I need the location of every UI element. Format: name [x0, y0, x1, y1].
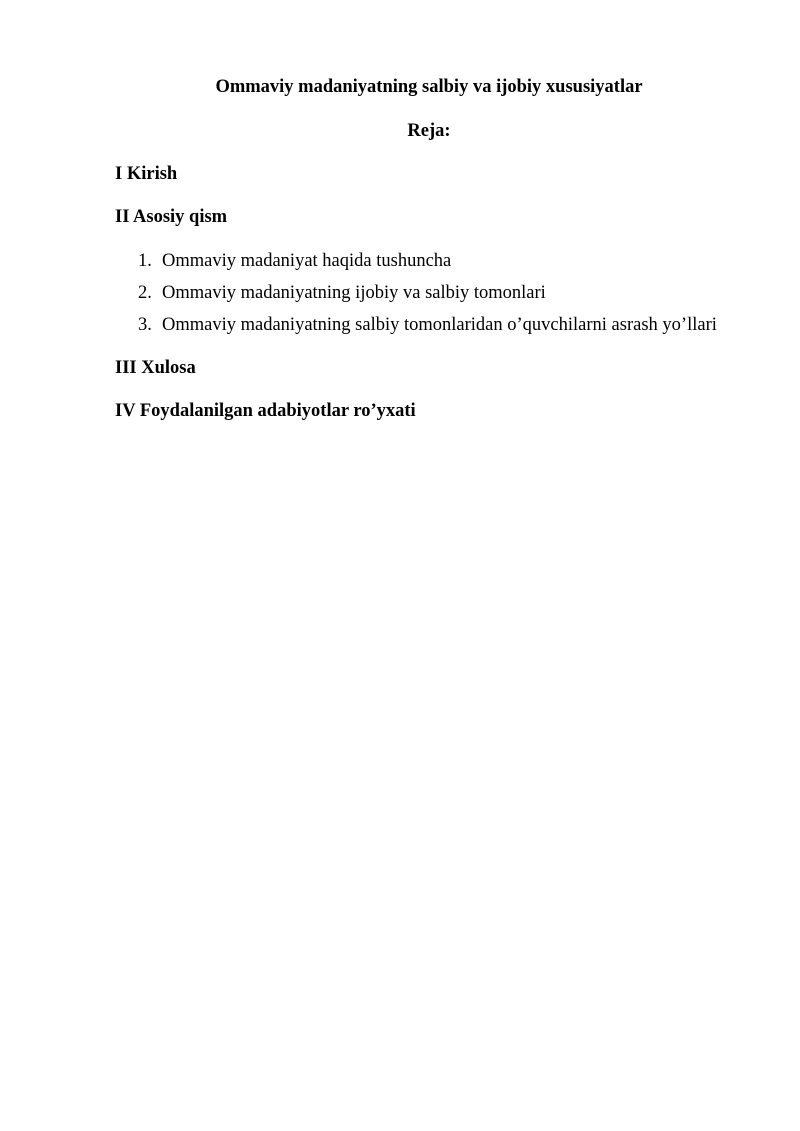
list-item-text: Ommaviy madaniyatning salbiy tomonlaridan o’quvchilarni asrash yo’llari — [162, 315, 717, 335]
list-item-number: 3. — [138, 315, 152, 335]
plan-heading: Reja: — [407, 121, 451, 141]
section-conclusion: III Xulosa — [115, 358, 196, 378]
document-title: Ommaviy madaniyatning salbiy va ijobiy xususiyatlar — [215, 77, 643, 97]
section-references: IV Foydalanilgan adabiyotlar ro’yxati — [115, 401, 416, 421]
list-item-number: 2. — [138, 283, 152, 303]
list-item-number: 1. — [138, 251, 152, 271]
list-item-text: Ommaviy madaniyat haqida tushuncha — [162, 251, 452, 271]
section-main-part: II Asosiy qism — [115, 207, 228, 227]
list-item-text: Ommaviy madaniyatning ijobiy va salbiy tomonlari — [162, 283, 546, 303]
section-introduction: I Kirish — [115, 164, 178, 184]
